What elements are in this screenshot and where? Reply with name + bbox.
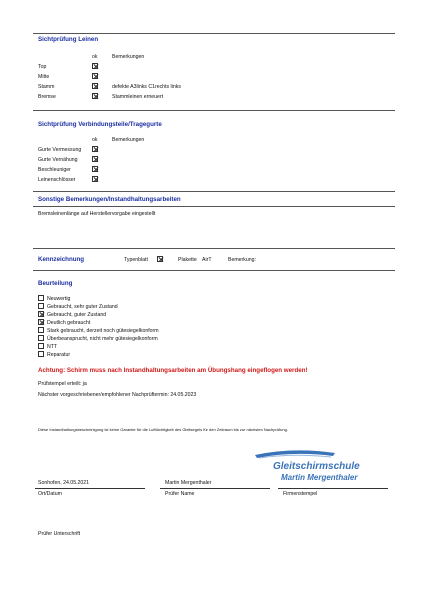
row-label-stamm: Stamm bbox=[38, 84, 55, 90]
rating-label: Stark gebraucht, derzeit noch gütesiegelkonform bbox=[47, 328, 159, 334]
checkbox-ntt[interactable] bbox=[38, 343, 44, 349]
checkbox-sehr-gut[interactable] bbox=[38, 303, 44, 309]
row-label-leinenschloesser: Leinenschlösser bbox=[38, 177, 76, 183]
section-title-leinen: Sichtprüfung Leinen bbox=[38, 36, 99, 43]
checkbox-gurte-vernaehung[interactable] bbox=[92, 156, 98, 162]
typenblatt-label: Typenblatt bbox=[124, 257, 148, 263]
section-title-verbindung: Sichtprüfung Verbindungsteile/Tragegurte bbox=[38, 121, 162, 128]
pruefer-name-value: Martin Mergenthaler bbox=[165, 480, 212, 486]
ok-header: ok bbox=[92, 54, 98, 60]
checkbox-stark[interactable] bbox=[38, 327, 44, 333]
row-label-beschleuniger: Beschleuniger bbox=[38, 167, 71, 173]
remarks-header: Bemerkungen bbox=[112, 54, 145, 60]
sonstige-text: Bremsleinenlänge auf Herstellervorgabe eingestellt bbox=[38, 211, 156, 217]
rating-label: Reparatur bbox=[47, 352, 71, 358]
firmenstempel-label: Firmenstempel bbox=[283, 491, 318, 497]
checkbox-deutlich[interactable] bbox=[38, 319, 44, 325]
checkbox-bremse[interactable] bbox=[92, 93, 98, 99]
checkbox-neuwertig[interactable] bbox=[38, 295, 44, 301]
row-label-top: Top bbox=[38, 64, 47, 70]
row-label-gurte-vermessung: Gurte Vermessung bbox=[38, 147, 82, 153]
rating-label: Gebraucht, sehr guter Zustand bbox=[47, 304, 118, 310]
section-title-sonstige: Sonstige Bemerkungen/Instandhaltungsarbeiten bbox=[38, 196, 181, 203]
row-label-gurte-vernaehung: Gurte Vernähung bbox=[38, 157, 78, 163]
disclaimer-text: Diese Instandhaltungsbescheinigung ist keine Garantie für die Lufttüchtigkeit des Gleitsegels für den Zeitraum bis zur nächsten Nachprüfung. bbox=[38, 427, 288, 432]
divider bbox=[33, 270, 395, 271]
divider bbox=[33, 191, 395, 192]
remark-stamm: defekte A3links C1rechts links bbox=[112, 84, 181, 90]
checkbox-ueberbeansprucht[interactable] bbox=[38, 335, 44, 341]
divider bbox=[33, 248, 395, 249]
checkbox-stamm[interactable] bbox=[92, 83, 98, 89]
checkbox-typenblatt[interactable] bbox=[157, 256, 163, 262]
pruefstempel-text: Prüfstempel erteilt: ja bbox=[38, 381, 87, 387]
divider bbox=[33, 110, 395, 111]
section-title-beurteilung: Beurteilung bbox=[38, 280, 73, 287]
checkbox-beschleuniger[interactable] bbox=[92, 166, 98, 172]
divider bbox=[33, 206, 395, 207]
checkbox-mitte[interactable] bbox=[92, 73, 98, 79]
pruefer-name-label: Prüfer Name bbox=[165, 491, 195, 497]
checkbox-gut[interactable] bbox=[38, 311, 44, 317]
rating-label: Neuwertig bbox=[47, 296, 71, 302]
signature-line bbox=[35, 488, 145, 489]
rating-label: NTT bbox=[47, 344, 58, 350]
pruefer-unterschrift-label: Prüfer Unterschrift bbox=[38, 531, 81, 537]
divider bbox=[33, 33, 395, 34]
naechste-pruefung-text: Nächster vorgeschriebener/empfohlener Nachprüftermin: 24.05.2023 bbox=[38, 392, 197, 398]
logo-line2: Martin Mergenthaler bbox=[281, 473, 358, 482]
warning-text: Achtung: Schirm muss nach Instandhaltungsarbeiten am Übungshang eingeflogen werden! bbox=[38, 367, 308, 374]
logo-line1: Gleitschirmschule bbox=[273, 461, 360, 472]
checkbox-reparatur[interactable] bbox=[38, 351, 44, 357]
rating-label: Deutlich gebraucht bbox=[47, 320, 91, 326]
ort-datum-value: Sonhofen, 24.05.2021 bbox=[38, 480, 90, 486]
section-title-kennzeichnung: Kennzeichnung bbox=[38, 256, 85, 263]
remarks-header: Bemerkungen bbox=[112, 137, 145, 143]
company-logo bbox=[253, 449, 371, 483]
ok-header: ok bbox=[92, 137, 98, 143]
plakette-label: Plakette bbox=[178, 257, 197, 263]
ort-datum-label: Ort/Datum bbox=[38, 491, 62, 497]
checkbox-top[interactable] bbox=[92, 63, 98, 69]
signature-line bbox=[278, 488, 388, 489]
checkbox-leinenschloesser[interactable] bbox=[92, 176, 98, 182]
row-label-bremse: Bremse bbox=[38, 94, 56, 100]
remark-bremse: Stammleinen erneuert bbox=[112, 94, 164, 100]
row-label-mitte: Mitte bbox=[38, 74, 50, 80]
checkbox-gurte-vermessung[interactable] bbox=[92, 146, 98, 152]
plakette-value: AirT bbox=[202, 257, 212, 263]
signature-line bbox=[160, 488, 270, 489]
rating-label: Gebraucht, guter Zustand bbox=[47, 312, 107, 318]
bemerkung-label: Bemerkung: bbox=[228, 257, 256, 263]
rating-label: Überbeansprucht, nicht mehr gütesiegelkonform bbox=[47, 336, 158, 342]
